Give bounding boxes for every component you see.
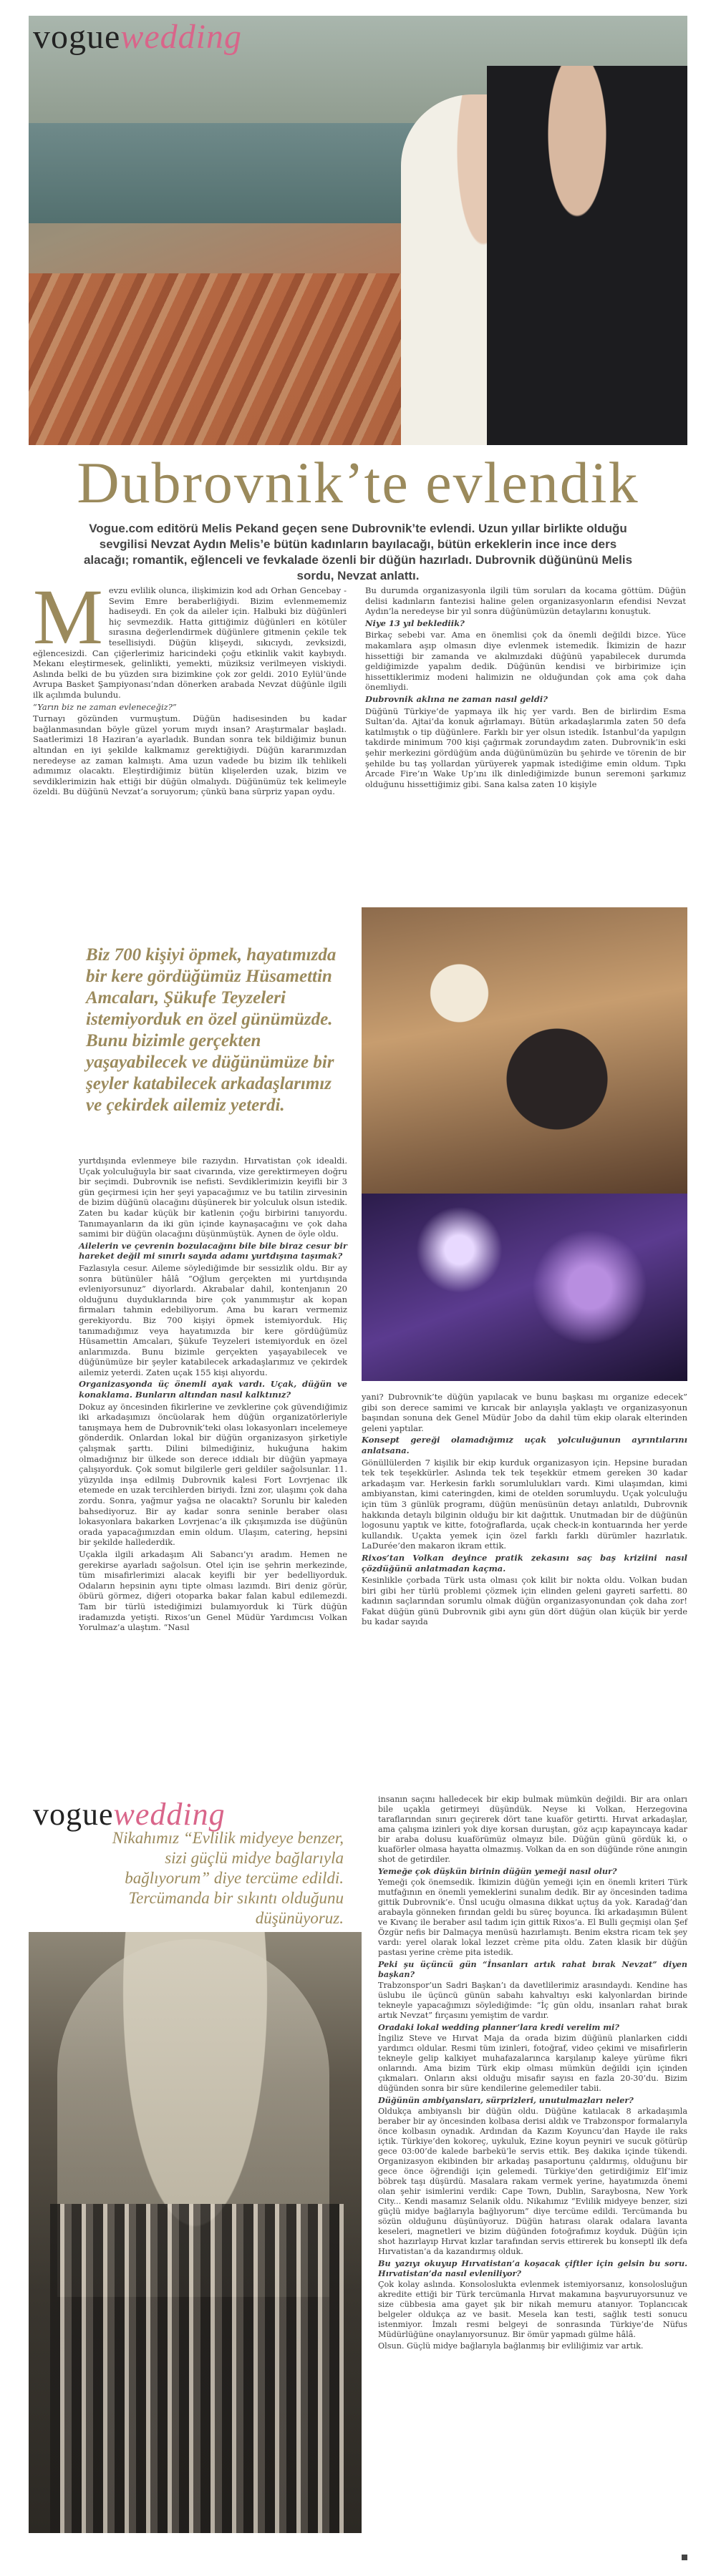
question: Düğünün ambiyansları, sürprizleri, unutulmazları neler? [378, 2095, 634, 2105]
masthead-page3 [33, 1796, 226, 1833]
end-of-article-mark [682, 2555, 687, 2560]
question: Konsept gereği olamadığımız uçak yolculuğunun ayrıntılarını anlatsana. [362, 1435, 687, 1455]
hero-rooftops [29, 273, 430, 445]
paragraph [33, 573, 347, 701]
question: Oradaki lokal wedding planner’lara kredi verelim mi? [378, 2022, 619, 2032]
question: Bu yazıyı okuyup Hırvatistan’a koşacak çiftler için gelsin bu soru. Hırvatistan’da nasıl evleniliyor? [378, 2258, 687, 2278]
paragraph: insanın saçını halledecek bir ekip bulmak mümkün değildi. Bir ara onları bile uçakla getirmeyi düşündük. Neyse ki Volkan, Herzegovina taraflarından sınırı geçirerek dört tane kuaför getirtti. Hırvat arkadaşlar, ama çalışma izinleri yok diye korsan duruştan, göz açıp kapayıncaya kadar bir araba dolusu kuaförümüz olmayız bile. Düğün günü gördük ki, o kuaförler olmasa hayatta olmazmış. Volkan da en son düğünde röne anıngin shot de getirdiler. [378, 1795, 687, 1864]
section1-right-column [365, 585, 686, 791]
paragraph: Turnayı gözünden vurmuştum. Düğün hadisesinden bu kadar bağlanmasından böyle güzel yorum mıydı insan? Araştırmalar başladı. Saatlerimizi 18 Haziran’a ayarladık. Bundan sonra tek bildiğimiz bunun altından en iyi şekilde kalkmamız gerektiğiydi. Düğün kararımızdan neredeyse az zaman kalmıştı. Ama uzun vadede bu bizim ilk tehlikeli adımımız olacaktı. Eleştirdiğimiz bütün klişelerden uzak, bizim ve sevdiklerimizin hak ettiği bir düğün olmalıydı. Düğünümüz tek kelimeyle özeldi. Bu düğünü Nevzat’a soruyorum; çünkü bana sürpriz yapan oydu. [33, 713, 347, 797]
paragraph: Çok kolay aslında. Konsoloslukta evlenmek istemiyorsanız, konsolosluğun akredite ettiği bir Türk tercümanla Hırvat makamına başvuruyorsunuz ve size cübbesia ama gayet şık bir nikah memuru atanıyor. Toplancıcak belgeler oldukça az ve basit. Mesela kan testi, sağlık testi sonucu istenmiyor. İmzalı resmi belgeyi de sonrasında Türkiye’de Nüfus Müdürlüğüne onaylanıyorsunuz. Bir ömür yapmadı gülme hâlâ. [378, 2280, 687, 2339]
paragraph: Bu durumda organizasyonla ilgili tüm soruları da kocama göttüm. Düğün delisi kadınların fantezisi haline gelen organizasyonların efendisi Nevzat Aydın’la neredeyse bir yıl sonra düğünümüzün detaylarını konuştuk. [365, 585, 686, 617]
drop-cap: M [33, 573, 103, 660]
question: Dubrovnik aklına ne zaman nasıl geldi? [365, 693, 548, 704]
question: Niye 13 yıl beklediik? [365, 618, 465, 628]
hero-photo-couple [29, 16, 687, 445]
photo-night-reception [362, 1194, 687, 1381]
question: Rixos’tan Volkan deyince pratik zekasını saç baş kriziini nasıl çözdüğünü anlatmadan kaçma. [362, 1552, 687, 1574]
pull-quote-700: Biz 700 kişiyi öpmek, hayatımızda bir kere gördüğümüz Hüsamettin Amcaları, Şükufe Teyzeleri istemiyorduk en özel günümüzde. Bunu bizimle gerçekten yaşayabilecek ve düğünümüze bir şeyler katabilecek arkadaşlarımız ve çekirdek ailemiz yeterdi. [86, 945, 337, 1115]
section1-left-column [33, 573, 347, 799]
section3-right-column [378, 1795, 687, 2353]
paragraph: yani? Dubrovnik’te düğün yapılacak ve bunu başkası mı organize edecek” gibi son derece samimi ve kırıcak bir anlayışla yaklaştı ve organizasyonun başından sonuna dek Genel Müdür Jobo da dahil tüm ekip olarak elterinden geleni yaptılar. [362, 1392, 687, 1433]
masthead-vogue: vogue [33, 1797, 114, 1832]
paragraph: Trabzonspor’un Sadri Başkan’ı da davetlilerimiz arasındaydı. Kendine has üslubu ile üçüncü günün sabahı kahvaltıyı eski kalyonlardan birinde tekneyle yapacağımızı söylediğimde: “İç gün oldu, insanları rahat bırak artık Nevzat” fırçasını yemiştim de vardır. [378, 1981, 687, 2020]
article-intro: Vogue.com editörü Melis Pekand geçen sene Dubrovnik’te evlendi. Uzun yıllar birlikte olduğu sevgilisi Nevzat Aydın Melis’e bütün kadınların bayılacağı, bütün erkeklerin ince ince ders alacağı; romantik, eğlenceli ve fevkalade özenli bir düğün hazırladı. Dubrovnik düğününü Melis sordu, Nevzat anlattı. [83, 522, 633, 582]
paragraph: Gönüllülerden 7 kişilik bir ekip kurduk organizasyon için. Hepsine buradan tek tek teşekkürler. Aslında tek tek teşekkür etmem gereken 30 kadar arkadaşım var. Herkesin farklı sorumlulukları vardı. Kimi ulaşımdan, kimi ambiyanstan, kimi cateringden, kimi de otelden sorumluydu. Uçak yolculuğu için tüm 3 günlük programı, düğün menüsünün detayı anlatıldı, Dubrovnik hakkında detaylı bilginin olduğu bir kit dağıttık. Unutmadan bir de düğünün logosunu yaptık ve kitte, fotoğraflarda, uçak check-in kontuarında her yerde kullandık. Uçakta yemek için özel farklı farklı dürümler hazırlatık. LaDurée’den makaron ikram ettik. [362, 1457, 687, 1551]
paragraph: Yemeği çok önemsedik. İkimizin düğün yemeği için en önemli kriteri Türk mutfağının en önemli yemeklerini sunalım dedik. Bir ay öncesinden tadima gittik Dubrovnik’e. Ünsl ucuğu olmasına dikkat uçtuş da yok. Karadağ’dan arabayla gönneken fırından geldi bu süreç boyunca. İki arkadaşımın Bülent ve Kıvanç ile beraber asıl tadım için gittik Rixos’a. El Bulli geçmişi olan Şef Özgür nefis bir Dalmaçya menüsü hazırlamıştı. Benim ekstra ricam tek şey vardı: yerel olarak lokal lezzet crème pita oldu. Zaten klasik bir düğün pastası yerine crème pita istedik. [378, 1878, 687, 1957]
pull-quote-midye: Nikahımız “Evlilik midyeye benzer, sizi güçlü midye bağlarıyla bağlıyorum” diye tercüme edildi. Tercümanda bir sıkıntı olduğunu düşünüyoruz. [112, 1829, 344, 1927]
paragraph: Birkaç sebebi var. Ama en önemlisi çok da önemli değildi bizce. Yüce makamlara aşıp olmasın diye evlenmek istemedik. İkimizin de hazır hissettiği bir zamanda ve akılmızdaki düğünü yapabilecek durumda geldiğimizde yapalım dedik. Düğünün kendisi ve birbirimize için hissettiklerimiz modeni halimizin ne olduğundan çok ama çok daha önemliydi. [365, 630, 686, 693]
paragraph: Düğünü Türkiye’de yapmaya ilk hiç yer vardı. Ben de birlirdim Esma Sultan’da. Ajtai’da konuk ağırlamayı. Bütün arkadaşlarımla zaten 50 defa katılmıştık o tip düğünlere. Farklı bir yer olsun istedik. İstanbul’da yapılgın takdirde minimum 700 kişi çağırmak zorundaydım zaten. Dubrovnik’in eski şehir merkezini gördüğüm anda düğünümüzün bu şehirde ve törenin de bir şehilde bu taş yollardan yürüyerek yapmak istediğime emin oldum. Tıpkı Arcade Fire’ın Wake Up’ını ilk dinlediğimizde bunun seremoni şarkımız olduğunu hissettiğimiz gibi. Sana kalsa zaten 10 kişiyle [365, 706, 686, 789]
photo-wedding-party [362, 907, 687, 1194]
question: Organizasyonda üç önemli ayak vardı. Uçak, düğün ve konaklama. Bunların altından nasıl kalktınız? [79, 1379, 347, 1400]
church-crowd [50, 2204, 344, 2533]
masthead-top [33, 17, 242, 57]
section2-left-column [79, 1156, 347, 1634]
paragraph: Fazlasıyla cesur. Aileme söylediğimde bir sessizlik oldu. Bir ay sonra bütünüler hâlâ “Oğlum gerçekten mi yurtdışında evleniyorsunuz” diyorlardı. Akrabalar dahil, kontenjanın 20 olduğunu duyduklarında bire çok yanımmıştır ak kopan firmaları tahmin edebiliyorum. Ama bu kararı vermemiz gerekiyordu. Biz 700 kişiyi öpmek istemiyorduk. Hiç tanımadığımız veya hayatımızda bir kere gördüğümüz Hüsamettin Amcaları, Şükufe Teyzeleri istemiyorduk en özel anlarımızda. Bunu bizimle gerçekten yaşayabilecek ve düğünümüze bir şeyler katabilecek arkadaşlarımız ve çekirdek ailemiz yeterdi. Zaten uçak 155 kişi alıyordu. [79, 1262, 347, 1377]
masthead-wedding: wedding [120, 18, 242, 56]
paragraph: Olsun. Güçlü midye bağlarıyla bağlanmış bir evliliğimiz var artık. [378, 2341, 644, 2351]
paragraph: İngiliz Steve ve Hırvat Maja da orada bizim düğünü planlarken ciddi yardımcı oldular. Resmi tüm izinleri, fotoğraf, video çekimi ve misafirlerin tekneyle gelip kalkiyet muhafazalarınca karşılanıp kaleye yürüme fikri onlarındı. Ama bizim Türk ekip olması mümkün değildi için içinden çıkmaları. Onların aksi olduğu misafir sayısı en fazla 20-30’du. Bizim düğünden sonra bir süre kendilerine gelemediler tabii. [378, 2034, 687, 2093]
paragraph: Dokuz ay öncesinden fikirlerine ve zevklerine çok güvendiğimiz iki arkadaşımızı öncüolarak hem düğün organizatörleriyle tanışmaya hem de Dubrovnik’teki olası lokasyonları incelemeye gönderdik. Onlardan lokal bir düğün organizasyon şirketiyle çalışmak şarttı. Dilini bilmediğiniz, hukuğuna hakim olmadığınız bir ülkede son derece iddialı bir düğün yapmaya çalışıyorduk. Çok somut bilgilerle geri geldiler sağolsunlar. 11. yüzyılda inşa edilmiş Dubrovnik kalesi Fort Lovrjenac ilk etemede en uzak tercihlerden biriydi. İzni zor, ulaşımı çok daha zordu. Sonra, yağmur yağsa ne olacaktı? Sorunlu bir kaleden bahsediyoruz. Bir ay kadar sonra seninle beraber olası lokasyonlara bakarken Lovrjenac’a ilk çıkışımızda ise düğünün orada yapacağımızdan emin oldum. Ulaşım, catering, hepsini bir şekilde hallederdik. [79, 1401, 347, 1548]
hero-groom [487, 66, 687, 445]
question: Yemeğe çok düşkün birinin düğün yemeği nasıl olur? [378, 1866, 617, 1876]
paragraph: Uçakla ilgili arkadaşım Ali Sabancı’yı aradım. Hemen ne gerekirse ayarladı sağolsun. Otel için ise şehrin merkezinde, tüm misafirlerimizi alacak keyifli bir yer bedelliyorduk. Odaların hepsinin aynı tipte olması lazımdı. Biri deniz görür, öbürü görmez, diğeri otoparka bakar falan kabul edilemezdi. Tam bir türlü istediğimizi bulamıyorduk ki Türk düğün iradamızda yetişti. Rixos’un Genel Müdür Yardımcısı Volkan Yorulmaz’a ulaştım. “Nasıl [79, 1548, 347, 1633]
paragraph: Oldukça ambiyanslı bir düğün oldu. Düğüne katılacak 8 arkadaşımla beraber bir ay öncesinden kolbasa derisi aldık ve Trabzonspor formalarıyla önce kolbasın oynadık. Ardından da Kazım Koyuncu’dan Hayde ile raks içtik. Türkiye’den kokoreç, uykuluk, Ezine koyun peyniri ve sucuk götürüp gece 03:00’de kalede barbekü’le servis ettik. Beş dakika içinde tükendi. Organizasyon ekibinden bir arkadaş pasaportunu çaldırmış, olduğunu bir gece önce öğrendiği için gelemedi. Türkiye’den getirdiğimiz Elf’imiz böbrek taşı düşürdü. Masalara rakam vermek yerine, hayatımızda önemi olan şehir isimlerini verdik: Cape Town, Dublin, Saraybosna, New York City... Kendi masamız Selanik oldu. Nikahımız “Evlilik midyeye benzer, sizi güçlü midye bağlarıyla bağlıyorum” diye tercüme edildi. Tercümanda bu sözün olduğunu düşünüyoruz. Düğün hatırası olarak odalara lavanta keseleri, magnetleri ve bizim düğünden fotoğrafımız koyduk. Düğün için shot hazırlayıp Hırvat kızlar tarafından servis ettirerek bu konseptl ilk defa Hırvatistan’a da kazandırmış olduk. [378, 2107, 687, 2256]
question: Peki şu üçüncü gün “İnsanları artık rahat bırak Nevzat” diyen başkan? [378, 1959, 687, 1979]
masthead-wedding: wedding [113, 1797, 226, 1832]
paragraph-text: evzu evlilik olunca, ilişkimizin kod adı Orhan Gencebay - Sevim Emre beraberliğiydi. Bizim evlenmememiz hadiseydi. En çok da aileler için. Halbuki biz düğünleri hiç sevmezdik. Hatta gittiğimiz düğünleri en kötüler sırasına değerlendirmek düğünlere gitmenin çekile tek tesellisiydi. Düğün klişeydi, sıkıcıydı, zevksizdi, eğlencesizdi. Can çiğerlerimiz haricindeki çoğu etkinlik vakit kaybıydı. Mekanı eleştirmesek, gelinlikti, yemekti, müziksiz verilmeyen viskiydi. Aslında belki de bu yüzden sıra bizimkine çok zor geldi. 2010 Eylül’ünde Avrupa Basket Şampiyonası’ndan dönerken arabada Nevzat düğünle ilgili ilk açılımda bulundu. [33, 585, 347, 700]
paragraph: “Yarın biz ne zaman evleneceğiz?” [33, 701, 177, 712]
question: Ailelerin ve çevrenin bozulacağını bile bile biraz cesur bir hareket değil mi sınırlı sayıda adamı yurtdışına taşımak? [79, 1240, 347, 1262]
paragraph: yurtdışında evlenmeye bile razıydın. Hırvatistan çok idealdi. Uçak yolculuğuyla bir saat civarında, vize gerektirmeyen doğru bir seçimdi. Dubrovnik ise nefisti. Sevdiklerimizin keyifli bir 3 gün geçirmesi için her şeyi yapacağımız ve bu tatilin zirvesinin de bizim düğünü olacağını düşünerek bir yolculuk olsun istedik. Zaten bu kadar küçük bir katlenin çoğu birbirini tanıyordu. Tanımayanların da iki gün içinde kaynaşacağını ve çok daha samimi bir düğün olacağını düşünmüştük. Aynen de öyle oldu. [79, 1156, 347, 1239]
masthead-vogue: vogue [33, 18, 121, 56]
paragraph: Kesinlikle çorbada Türk usta olması çok kilit bir nokta oldu. Volkan budan biri gibi her türlü problemi çözmek için elinden geleni gayreti sarfetti. 80 kadının saçlarından sorumlu olmak düğün organizasyonundan çok daha zor! Fakat düğün günü Dubrovnik gibi aynı gün dört düğün olan küçük bir yerde bu kadar sayıda [362, 1575, 687, 1627]
section2-right-column [362, 1392, 687, 1629]
hero-sea [29, 123, 458, 223]
photo-church-procession [29, 1932, 362, 2533]
article-title: Dubrovnik’te evlendik [77, 450, 639, 515]
